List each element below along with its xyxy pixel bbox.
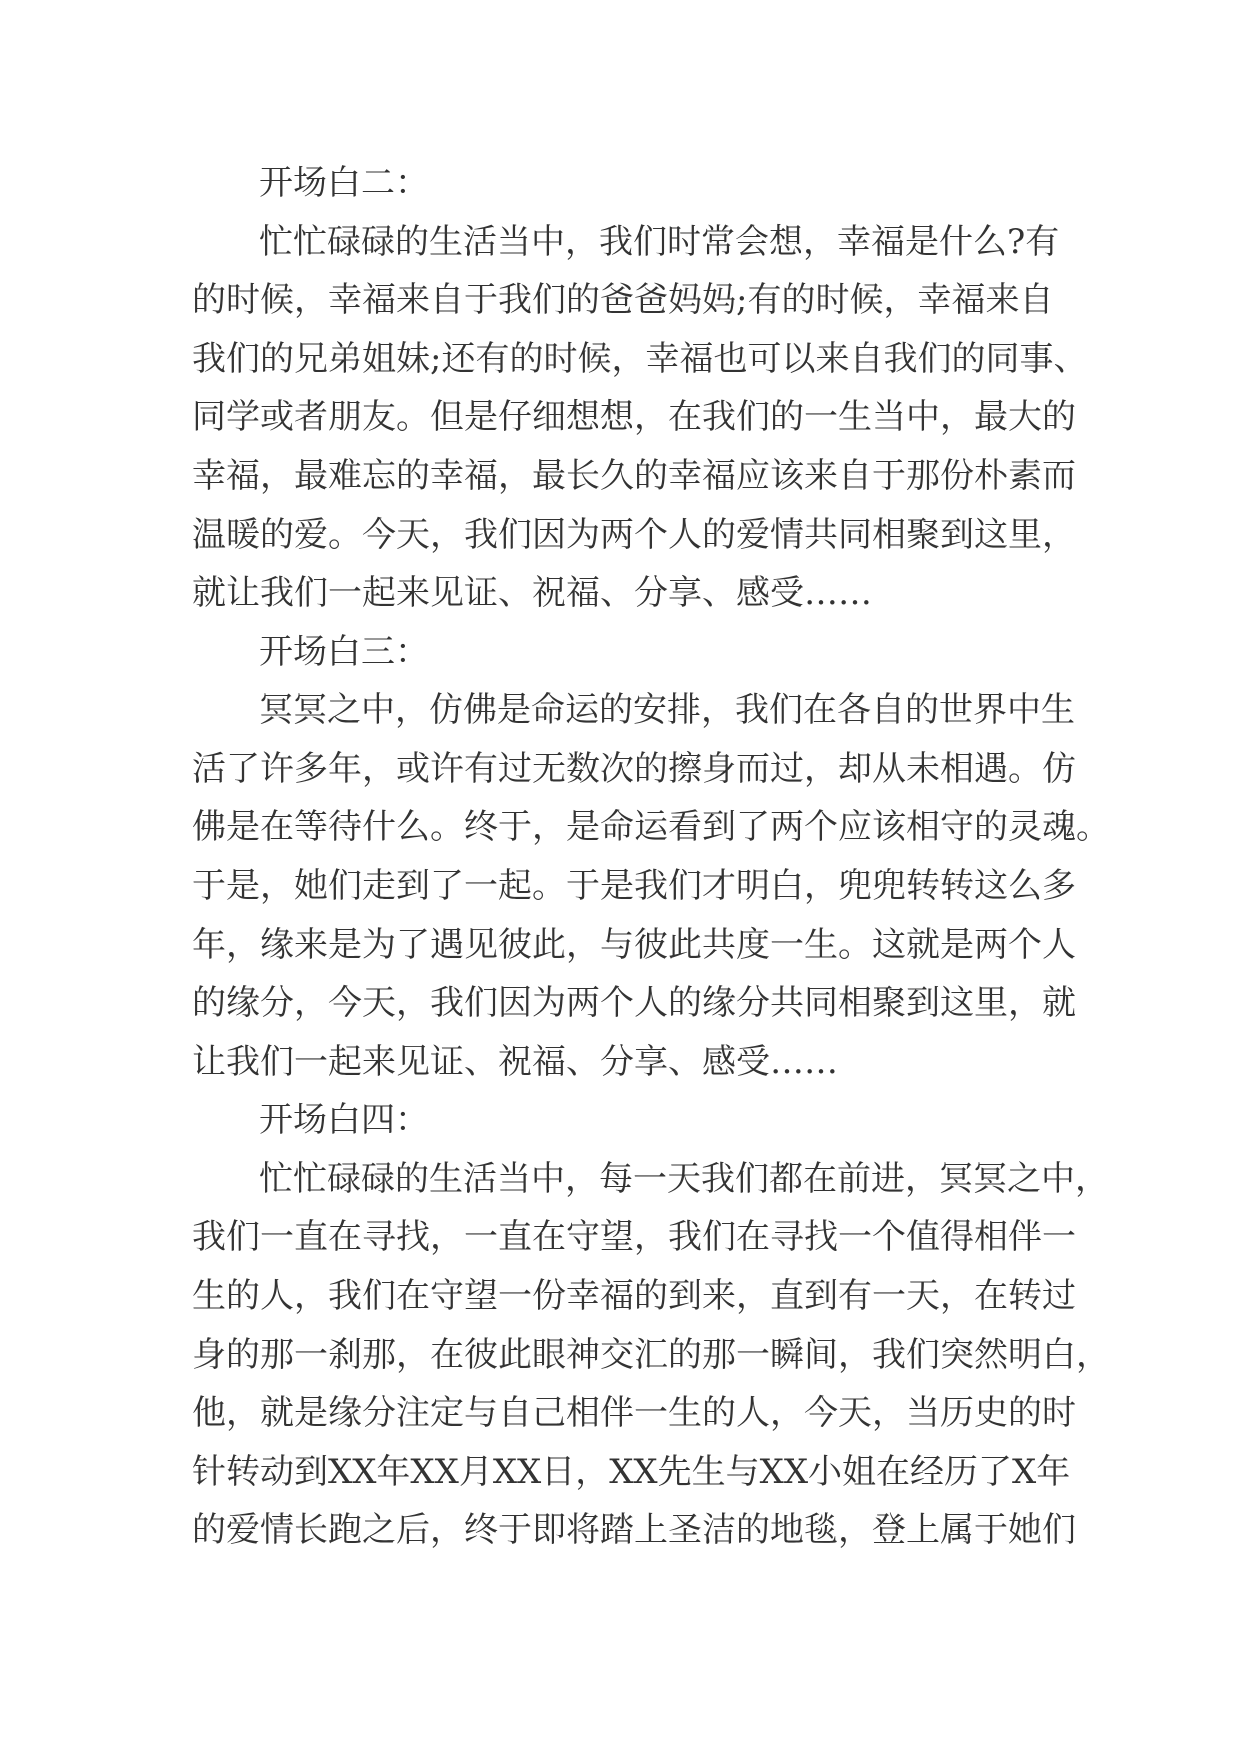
paragraph-line: 忙忙碌碌的生活当中，我们时常会想，幸福是什么?有 [259, 222, 1060, 262]
heading-opening-two: 开场白二： [259, 163, 429, 203]
paragraph-line: 年，缘来是为了遇见彼此，与彼此共度一生。这就是两个人 [192, 925, 1076, 965]
paragraph-line: 忙忙碌碌的生活当中，每一天我们都在前进，冥冥之中， [259, 1159, 1109, 1199]
heading-opening-three: 开场白三： [259, 632, 429, 672]
paragraph-line: 同学或者朋友。但是仔细想想，在我们的一生当中，最大的 [192, 397, 1076, 437]
paragraph-line: 活了许多年，或许有过无数次的擦身而过，却从未相遇。仿 [192, 749, 1076, 789]
paragraph-line: 我们的兄弟姐妹;还有的时候，幸福也可以来自我们的同事、 [192, 339, 1088, 379]
paragraph-line: 他，就是缘分注定与自己相伴一生的人，今天，当历史的时 [192, 1393, 1076, 1433]
paragraph-line: 于是，她们走到了一起。于是我们才明白，兜兜转转这么多 [192, 866, 1076, 906]
paragraph-line: 温暖的爱。今天，我们因为两个人的爱情共同相聚到这里， [192, 515, 1076, 555]
paragraph-line: 佛是在等待什么。终于，是命运看到了两个应该相守的灵魂。 [192, 807, 1110, 847]
paragraph-line: 的缘分，今天，我们因为两个人的缘分共同相聚到这里，就 [192, 983, 1076, 1023]
paragraph-line: 生的人，我们在守望一份幸福的到来，直到有一天，在转过 [192, 1276, 1076, 1316]
paragraph-line: 让我们一起来见证、祝福、分享、感受…… [192, 1042, 838, 1082]
heading-opening-four: 开场白四： [259, 1100, 429, 1140]
paragraph-line: 针转动到XX年XX月XX日，XX先生与XX小姐在经历了X年 [192, 1452, 1071, 1492]
paragraph-line: 身的那一刹那，在彼此眼神交汇的那一瞬间，我们突然明白， [192, 1335, 1110, 1375]
paragraph-line: 我们一直在寻找，一直在守望，我们在寻找一个值得相伴一 [192, 1217, 1076, 1257]
paragraph-line: 的爱情长跑之后，终于即将踏上圣洁的地毯，登上属于她们 [192, 1510, 1076, 1550]
paragraph-line: 幸福，最难忘的幸福，最长久的幸福应该来自于那份朴素而 [192, 456, 1076, 496]
paragraph-line: 的时候，幸福来自于我们的爸爸妈妈;有的时候，幸福来自 [192, 280, 1054, 320]
paragraph-line: 冥冥之中，仿佛是命运的安排，我们在各自的世界中生 [259, 690, 1075, 730]
paragraph-line: 就让我们一起来见证、祝福、分享、感受…… [192, 573, 872, 613]
